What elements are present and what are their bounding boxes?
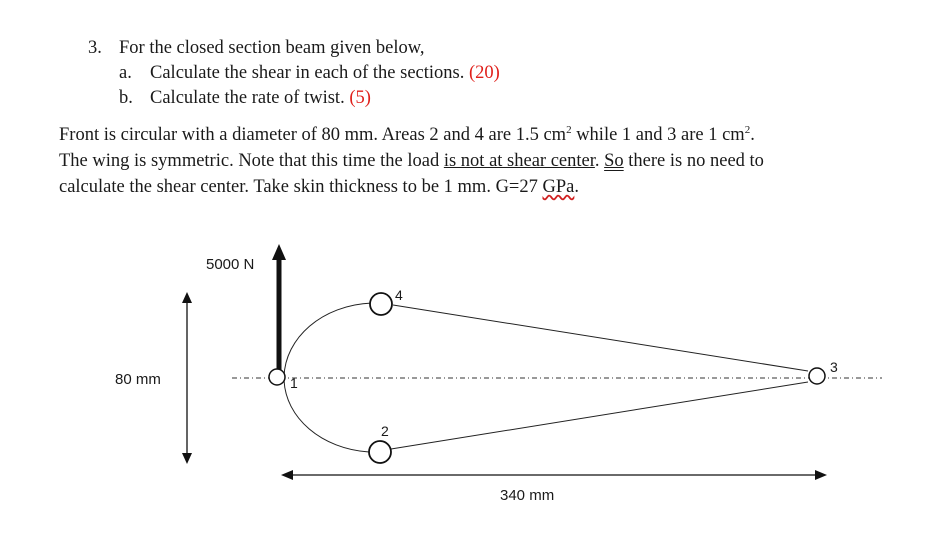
boom-3-label: 3 — [830, 359, 838, 375]
line1-superscript-1: 2 — [566, 123, 572, 136]
line2-underlined: is not at shear center — [443, 151, 595, 171]
load-arrow-head — [272, 244, 286, 260]
part-a-letter: a. — [119, 63, 132, 83]
upper-skin-web — [393, 305, 808, 371]
part-a-text: Calculate the shear in each of the sections. — [150, 63, 465, 83]
width-label: 340 mm — [500, 487, 555, 504]
width-arrow-left — [281, 470, 293, 480]
boom-4 — [370, 293, 392, 315]
part-a-points: (20) — [469, 63, 500, 83]
nose-skin-upper — [284, 303, 372, 377]
line3-gpa: GPa — [542, 177, 575, 197]
boom-2 — [369, 441, 391, 463]
boom-4-label: 4 — [395, 287, 403, 303]
boom-2-label: 2 — [381, 423, 389, 439]
part-b-letter: b. — [119, 88, 133, 108]
line2-part-c: there is no need to — [623, 151, 764, 171]
line1-part-b: while 1 and 3 are 1 cm — [571, 125, 745, 145]
line1-part-a: Front is circular with a diameter of 80 mm. Areas 2 and 4 are 1.5 cm — [59, 125, 567, 145]
line2-part-a: The wing is symmetric. Note that this time the load — [59, 151, 444, 171]
height-arrow-top — [182, 292, 192, 303]
problem-number: 3. — [88, 38, 102, 58]
line2-part-b: . — [594, 151, 605, 171]
line3-part-b: . — [574, 177, 579, 197]
problem-intro: For the closed section beam given below, — [119, 38, 425, 58]
line1-part-c: . — [750, 125, 755, 145]
height-label: 80 mm — [115, 371, 161, 388]
boom-1-label: 1 — [290, 375, 298, 391]
boom-3 — [809, 368, 825, 384]
height-arrow-bottom — [182, 453, 192, 464]
lower-skin-web — [391, 382, 808, 449]
load-label: 5000 N — [206, 256, 255, 273]
line3-part-a: calculate the shear center. Take skin thickness to be 1 mm. G=27 — [59, 177, 543, 197]
line2-so: So — [604, 151, 624, 171]
width-arrow-right — [815, 470, 827, 480]
line1-superscript-2: 2 — [744, 123, 751, 136]
boom-1 — [269, 369, 285, 385]
part-b-text: Calculate the rate of twist. — [150, 88, 345, 108]
part-b-points: (5) — [349, 88, 371, 108]
